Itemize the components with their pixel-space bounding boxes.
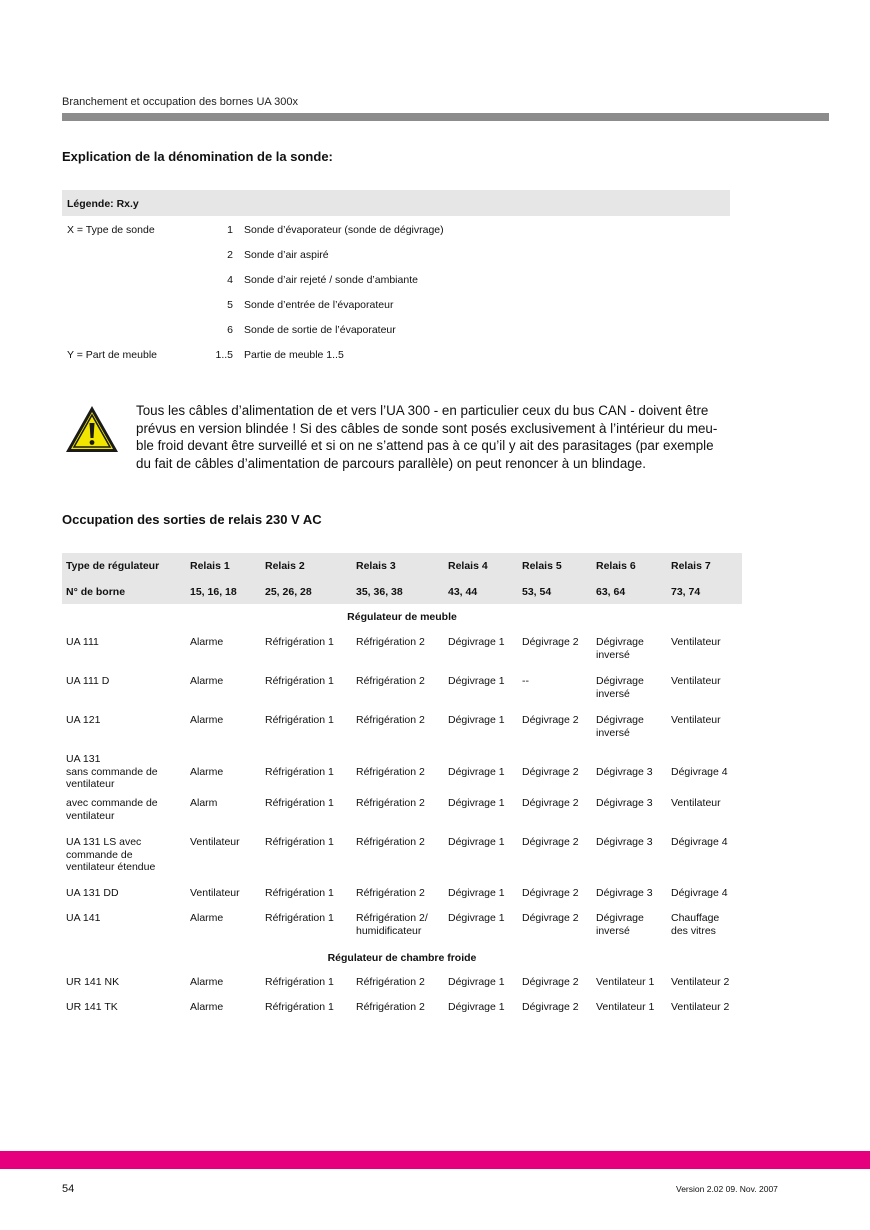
table-cell: Alarm bbox=[190, 797, 218, 809]
table-header-cell: 25, 26, 28 bbox=[265, 586, 312, 598]
warning-text bbox=[136, 402, 786, 472]
table-header-cell: 53, 54 bbox=[522, 586, 552, 598]
table-cell: Réfrigération 2 bbox=[356, 887, 425, 899]
table-cell: Dégivrage 1 bbox=[448, 887, 505, 899]
legend-code: 2 bbox=[227, 249, 233, 261]
table-cell: Réfrigération 1 bbox=[265, 797, 334, 809]
table-cell: Dégivrage 1 bbox=[448, 714, 505, 726]
table-cell: Dégivrage 2 bbox=[522, 766, 579, 778]
table-header-cell: Relais 6 bbox=[596, 560, 636, 572]
table-cell: Ventilateur bbox=[671, 797, 721, 809]
table-cell: avec commande de ventilateur bbox=[66, 797, 158, 822]
table-cell: UA 111 bbox=[66, 636, 99, 648]
table-cell: Réfrigération 2 bbox=[356, 714, 425, 726]
legend-desc: Sonde de sortie de l’évaporateur bbox=[244, 324, 396, 336]
table-cell: Alarme bbox=[190, 714, 224, 726]
table-cell: Ventilateur bbox=[671, 714, 721, 726]
legend-code: 1 bbox=[227, 224, 233, 236]
table-cell: Réfrigération 2/ humidificateur bbox=[356, 912, 428, 937]
table-header-cell: 43, 44 bbox=[448, 586, 478, 598]
table-cell: Alarme bbox=[190, 675, 224, 687]
table-cell: Réfrigération 2 bbox=[356, 675, 425, 687]
warning-line: ble froid devant être surveillé et si on ne s’attend pas à ce qu’il y ait des parasitages (par exemple bbox=[136, 438, 714, 453]
table-header-cell: Relais 2 bbox=[265, 560, 305, 572]
table-cell: Ventilateur 2 bbox=[671, 976, 730, 988]
warning-triangle-icon bbox=[64, 404, 120, 454]
table-cell: UA 131 sans commande de ventilateur bbox=[66, 753, 158, 790]
table-cell: Ventilateur bbox=[671, 636, 721, 648]
table-cell: Alarme bbox=[190, 636, 224, 648]
table-cell: Ventilateur bbox=[190, 887, 240, 899]
legend-label: X = Type de sonde bbox=[67, 224, 155, 236]
table-cell: Dégivrage 1 bbox=[448, 976, 505, 988]
page-number: 54 bbox=[62, 1183, 75, 1195]
legend-row bbox=[62, 349, 730, 365]
table-header-cell: Type de régulateur bbox=[66, 560, 160, 572]
table-cell: Dégivrage 4 bbox=[671, 887, 728, 899]
table-cell: Réfrigération 1 bbox=[265, 714, 334, 726]
footer-accent-bar bbox=[0, 1151, 870, 1169]
table-cell: Réfrigération 2 bbox=[356, 766, 425, 778]
table-cell: Dégivrage 2 bbox=[522, 636, 579, 648]
table-cell: UA 131 DD bbox=[66, 887, 119, 899]
header-divider bbox=[62, 113, 829, 121]
legend-desc: Sonde d’air rejeté / sonde d’ambiante bbox=[244, 274, 418, 286]
table-cell: Alarme bbox=[190, 766, 224, 778]
table-header-cell: 15, 16, 18 bbox=[190, 586, 237, 598]
table-cell: Dégivrage 2 bbox=[522, 797, 579, 809]
table-cell: Dégivrage 2 bbox=[522, 1001, 579, 1013]
warning-line: Tous les câbles d’alimentation de et vers l’UA 300 - en particulier ceux du bus CAN - doivent être bbox=[136, 403, 709, 418]
legend-code: 6 bbox=[227, 324, 233, 336]
table-cell: Réfrigération 2 bbox=[356, 836, 425, 848]
section-title-relay-outputs: Occupation des sorties de relais 230 V AC bbox=[62, 512, 322, 527]
table-cell: Ventilateur bbox=[190, 836, 240, 848]
table-cell: Chauffage des vitres bbox=[671, 912, 720, 937]
table-cell: Dégivrage inversé bbox=[596, 714, 644, 739]
table-cell: Dégivrage 2 bbox=[522, 976, 579, 988]
legend-desc: Partie de meuble 1..5 bbox=[244, 349, 344, 361]
table-header-cell: Relais 1 bbox=[190, 560, 230, 572]
legend-row bbox=[62, 274, 730, 290]
table-group-label: Régulateur de meuble bbox=[347, 611, 457, 623]
table-cell: Réfrigération 1 bbox=[265, 1001, 334, 1013]
table-cell: Dégivrage 1 bbox=[448, 836, 505, 848]
table-cell: Réfrigération 1 bbox=[265, 766, 334, 778]
table-cell: Dégivrage 4 bbox=[671, 836, 728, 848]
table-cell: Dégivrage inversé bbox=[596, 912, 644, 937]
table-header-cell: 73, 74 bbox=[671, 586, 701, 598]
table-header-cell: Relais 5 bbox=[522, 560, 562, 572]
table-cell: Alarme bbox=[190, 912, 224, 924]
table-cell: Dégivrage inversé bbox=[596, 675, 644, 700]
table-cell: Ventilateur 1 bbox=[596, 1001, 655, 1013]
legend-code: 1..5 bbox=[215, 349, 233, 361]
section-title-probe-naming: Explication de la dénomination de la sonde: bbox=[62, 149, 333, 164]
legend-desc: Sonde d’air aspiré bbox=[244, 249, 329, 261]
table-cell: UR 141 NK bbox=[66, 976, 120, 988]
table-cell: Réfrigération 1 bbox=[265, 887, 334, 899]
warning-line: prévus en version blindée ! Si des câbles de sonde sont posés exclusivement à l’intérieur du meu- bbox=[136, 420, 718, 436]
table-cell: Dégivrage 2 bbox=[522, 887, 579, 899]
table-header-cell: 35, 36, 38 bbox=[356, 586, 403, 598]
table-cell: Ventilateur 2 bbox=[671, 1001, 730, 1013]
legend-row bbox=[62, 224, 730, 240]
warning-line: du fait de câbles d’alimentation de parcours parallèle) on peut renoncer à un blindage. bbox=[136, 455, 646, 471]
table-cell: Réfrigération 1 bbox=[265, 836, 334, 848]
table-cell: Réfrigération 1 bbox=[265, 912, 334, 924]
table-header-cell: Relais 7 bbox=[671, 560, 711, 572]
table-cell: Réfrigération 2 bbox=[356, 1001, 425, 1013]
table-cell: Dégivrage 1 bbox=[448, 797, 505, 809]
table-cell: Réfrigération 2 bbox=[356, 976, 425, 988]
table-cell: Dégivrage 1 bbox=[448, 675, 505, 687]
table-header-cell: N° de borne bbox=[66, 586, 126, 598]
legend-code: 4 bbox=[227, 274, 233, 286]
table-cell: UA 131 LS avec commande de ventilateur étendue bbox=[66, 836, 156, 873]
table-cell: -- bbox=[522, 675, 529, 687]
table-cell: UA 141 bbox=[66, 912, 101, 924]
table-cell: Dégivrage 2 bbox=[522, 836, 579, 848]
table-cell: Dégivrage 1 bbox=[448, 912, 505, 924]
legend-title: Légende: Rx.y bbox=[67, 198, 139, 210]
legend-desc: Sonde d’évaporateur (sonde de dégivrage) bbox=[244, 224, 444, 236]
table-cell: UA 121 bbox=[66, 714, 101, 726]
legend-desc: Sonde d’entrée de l’évaporateur bbox=[244, 299, 394, 311]
table-cell: Dégivrage inversé bbox=[596, 636, 644, 661]
table-cell: Dégivrage 2 bbox=[522, 912, 579, 924]
legend-row bbox=[62, 324, 730, 340]
table-cell: Réfrigération 1 bbox=[265, 976, 334, 988]
table-cell: Dégivrage 4 bbox=[671, 766, 728, 778]
table-cell: Dégivrage 3 bbox=[596, 836, 653, 848]
table-cell: Dégivrage 2 bbox=[522, 714, 579, 726]
table-cell: Dégivrage 3 bbox=[596, 887, 653, 899]
table-group-label: Régulateur de chambre froide bbox=[327, 952, 477, 964]
table-cell: Dégivrage 1 bbox=[448, 1001, 505, 1013]
page-header-title: Branchement et occupation des bornes UA 300x bbox=[62, 96, 299, 108]
table-cell: Ventilateur bbox=[671, 675, 721, 687]
legend-row bbox=[62, 249, 730, 265]
table-cell: UA 111 D bbox=[66, 675, 110, 687]
legend-row bbox=[62, 299, 730, 315]
table-cell: Réfrigération 1 bbox=[265, 636, 334, 648]
table-cell: Dégivrage 3 bbox=[596, 797, 653, 809]
table-cell: Réfrigération 1 bbox=[265, 675, 334, 687]
table-header-cell: Relais 4 bbox=[448, 560, 488, 572]
table-cell: Dégivrage 1 bbox=[448, 766, 505, 778]
table-header-cell: Relais 3 bbox=[356, 560, 396, 572]
table-cell: Dégivrage 3 bbox=[596, 766, 653, 778]
version-info: Version 2.02 09. Nov. 2007 bbox=[676, 1184, 778, 1194]
table-header-cell: 63, 64 bbox=[596, 586, 626, 598]
table-cell: Réfrigération 2 bbox=[356, 797, 425, 809]
legend-header bbox=[62, 190, 730, 216]
table-cell: Ventilateur 1 bbox=[596, 976, 655, 988]
table-cell: Alarme bbox=[190, 976, 224, 988]
table-cell: Réfrigération 2 bbox=[356, 636, 425, 648]
legend-code: 5 bbox=[227, 299, 233, 311]
table-cell: Alarme bbox=[190, 1001, 224, 1013]
table-cell: UR 141 TK bbox=[66, 1001, 118, 1013]
table-cell: Dégivrage 1 bbox=[448, 636, 505, 648]
legend-label: Y = Part de meuble bbox=[67, 349, 157, 361]
